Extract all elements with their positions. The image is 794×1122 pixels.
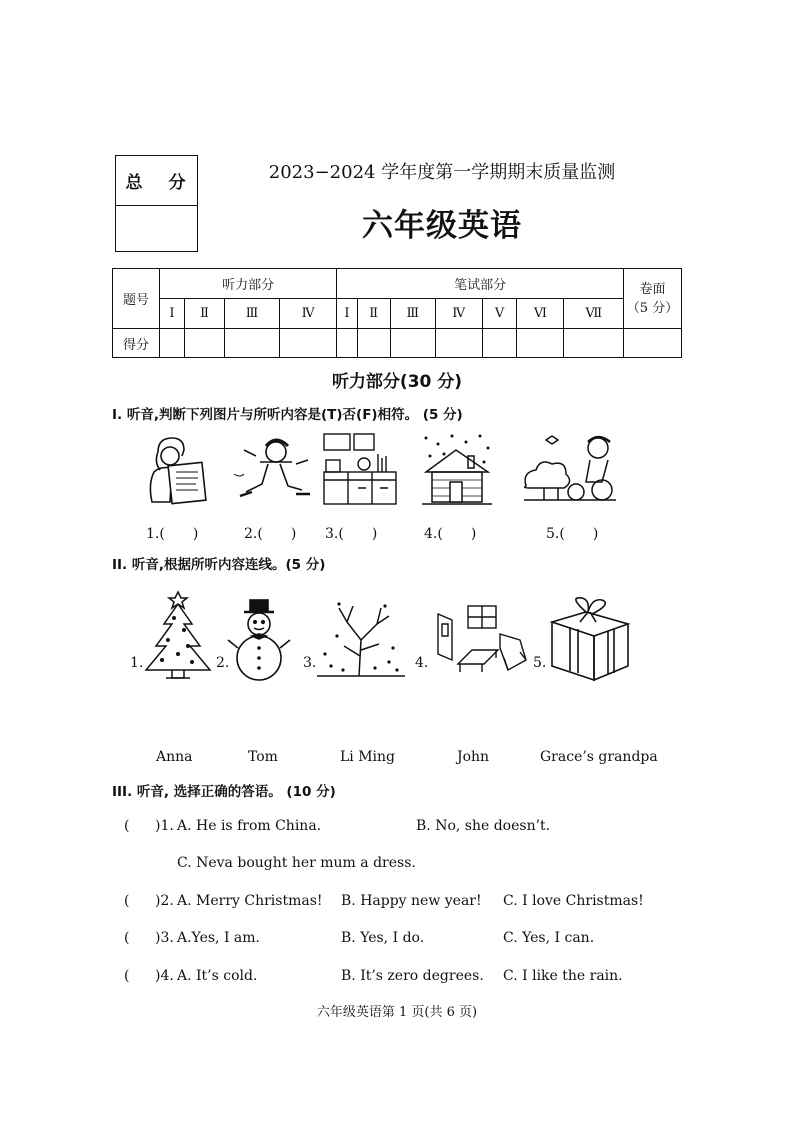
option-c: C. I love Christmas! [503,893,644,909]
part1-answer-blank-4[interactable]: 4.( ) [424,526,477,542]
option-b: B. No, she doesn’t. [416,818,551,834]
score-cell[interactable] [225,329,280,358]
writing-col: Ⅰ [337,299,358,329]
question-number: )2. [155,893,174,909]
question-number-label: 题号 [113,269,160,329]
girl-reading-newspaper-image [140,432,212,506]
part2-number-4: 4. [415,655,429,671]
kitchen-image [320,432,400,506]
part2-number-2: 2. [216,655,230,671]
writing-col: Ⅵ [517,299,564,329]
answer-bracket[interactable]: ( [124,893,130,909]
option-b: B. Yes, I do. [341,930,425,946]
neatness-label: 卷面 （5 分） [624,269,682,329]
question-number: )3. [155,930,174,946]
autumn-tree-image [313,596,409,682]
living-room-image [434,602,532,676]
score-cell[interactable] [357,329,390,358]
score-cell[interactable] [564,329,624,358]
score-cell[interactable] [280,329,337,358]
writing-col: Ⅳ [435,299,482,329]
option-c: C. Yes, I can. [503,930,595,946]
match-name-anna[interactable]: Anna [156,749,193,765]
snowy-house-image [418,430,496,508]
listening-part-label: 听力部分 [160,269,337,299]
option-a: A. He is from China. [177,818,322,834]
option-c: C. Neva bought her mum a dress. [177,855,416,871]
listening-section-heading: 听力部分(30 分) [331,372,463,392]
option-a: A.Yes, I am. [177,930,261,946]
exam-title: 2023−2024 学年度第一学期期末质量监测 [268,162,616,183]
score-cell[interactable] [184,329,224,358]
option-a: A. It’s cold. [177,968,258,984]
listening-col: Ⅰ [160,299,185,329]
page-footer: 六年级英语第 1 页(共 6 页) [316,1005,478,1020]
question-number: )1. [155,818,174,834]
part2-number-3: 3. [303,655,317,671]
part2-heading: II. 听音,根据所听内容连线。(5 分) [112,557,326,573]
match-name-graces-grandpa[interactable]: Grace’s grandpa [540,749,658,765]
writing-col: Ⅱ [357,299,390,329]
listening-col: Ⅱ [184,299,224,329]
snowman-image [226,598,292,682]
listening-col: Ⅳ [280,299,337,329]
match-name-li-ming[interactable]: Li Ming [340,749,396,765]
answer-bracket[interactable]: ( [124,818,130,834]
part1-heading: I. 听音,判断下列图片与所听内容是(T)否(F)相符。 (5 分) [112,407,463,423]
writing-col: Ⅶ [564,299,624,329]
score-cell[interactable] [482,329,517,358]
option-b: B. It’s zero degrees. [341,968,484,984]
grade-title: 六年级英语 [362,208,522,244]
score-cell[interactable] [517,329,564,358]
match-name-john[interactable]: John [457,749,490,765]
match-name-tom[interactable]: Tom [248,749,278,765]
writing-col: Ⅲ [390,299,435,329]
christmas-tree-image [142,590,214,682]
answer-bracket[interactable]: ( [124,930,130,946]
score-table [112,268,682,358]
listening-col: Ⅲ [225,299,280,329]
option-c: C. I like the rain. [503,968,623,984]
question-number: )4. [155,968,174,984]
total-score-label: 总 分 [116,156,197,206]
score-cell[interactable] [390,329,435,358]
part3-heading: III. 听音, 选择正确的答语。 (10 分) [112,784,336,800]
part1-answer-blank-3[interactable]: 3.( ) [325,526,378,542]
score-cell[interactable] [160,329,185,358]
writing-col: Ⅴ [482,299,517,329]
writing-part-label: 笔试部分 [337,269,624,299]
score-row-label: 得分 [113,329,160,358]
boy-cycling-image [518,430,618,506]
gift-box-image [548,596,632,684]
part1-answer-blank-1[interactable]: 1.( ) [146,526,199,542]
option-b: B. Happy new year! [341,893,482,909]
option-a: A. Merry Christmas! [177,893,323,909]
part1-answer-blank-2[interactable]: 2.( ) [244,526,297,542]
score-cell[interactable] [624,329,682,358]
boy-skating-image [230,434,312,506]
part2-number-1: 1. [130,655,144,671]
score-cell[interactable] [337,329,358,358]
part1-answer-blank-5[interactable]: 5.( ) [546,526,599,542]
score-cell[interactable] [435,329,482,358]
part2-number-5: 5. [533,655,547,671]
answer-bracket[interactable]: ( [124,968,130,984]
